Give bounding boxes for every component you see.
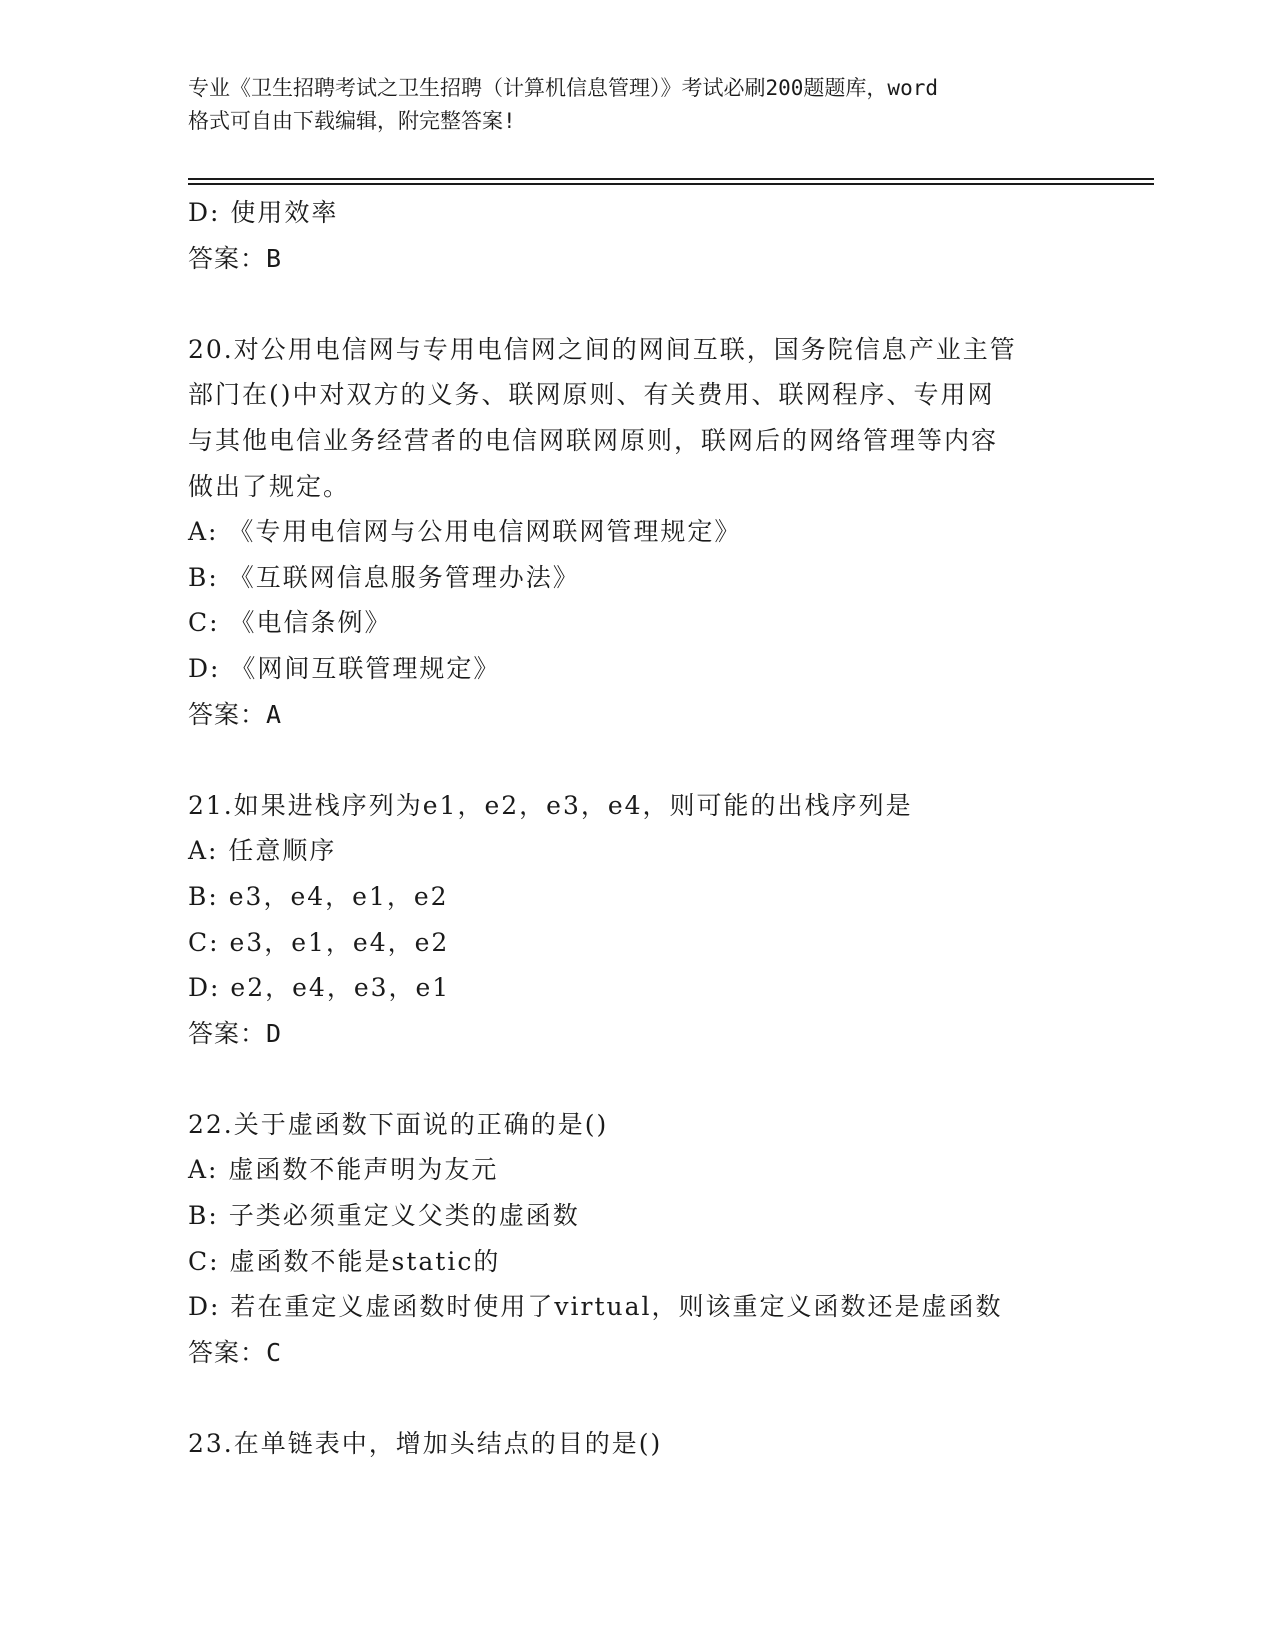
option-b: B: 子类必须重定义父类的虚函数 [188, 1201, 580, 1231]
answer-line: 答案：C [188, 1337, 283, 1367]
question-block-prev [188, 190, 1088, 281]
option-a: A: 《专用电信网与公用电信网联网管理规定》 [188, 517, 742, 547]
spacer [188, 281, 1088, 327]
option-c: C: 《电信条例》 [188, 608, 392, 638]
question-block-21 [188, 783, 1088, 1057]
question-block-22 [188, 1102, 1088, 1376]
question-text-line: 部门在()中对双方的义务、联网原则、有关费用、联网程序、专用网 [188, 380, 995, 410]
question-text [188, 327, 1088, 509]
option-d: D: 《网间互联管理规定》 [188, 653, 501, 683]
option-b: B: 《互联网信息服务管理办法》 [188, 562, 580, 592]
question-text-line: 与其他电信业务经营者的电信网联网原则，联网后的网络管理等内容 [188, 425, 999, 455]
option-d: D: 若在重定义虚函数时使用了virtual，则该重定义函数还是虚函数 [188, 1292, 1003, 1322]
answer-line: 答案：D [188, 1018, 283, 1048]
option-a: A: 虚函数不能声明为友元 [188, 1155, 499, 1185]
question-text-line: 23.在单链表中，增加头结点的目的是() [188, 1429, 663, 1459]
question-text-line: 做出了规定。 [188, 471, 351, 501]
question-block-23 [188, 1421, 1088, 1467]
spacer [188, 1375, 1088, 1421]
question-block-20 [188, 327, 1088, 737]
header-line-1: 专业《卫生招聘考试之卫生招聘（计算机信息管理）》考试必刷200题题库，word [188, 76, 938, 100]
option-c: C: 虚函数不能是static的 [188, 1246, 501, 1276]
option-a: A: 任意顺序 [188, 836, 337, 866]
spacer [188, 737, 1088, 783]
question-text-line: 21.如果进栈序列为e1，e2，e3，e4，则可能的出栈序列是 [188, 790, 913, 820]
option-d: D: e2，e4，e3，e1 [188, 973, 451, 1003]
header-line-2: 格式可自由下载编辑，附完整答案! [188, 109, 516, 133]
question-list [188, 190, 1088, 1467]
header-divider-top [188, 178, 1154, 180]
answer-line: 答案：A [188, 699, 283, 729]
question-text-line: 20.对公用电信网与专用电信网之间的网间互联，国务院信息产业主管 [188, 334, 1017, 364]
document-header [188, 72, 1088, 138]
option-c: C: e3，e1，e4，e2 [188, 927, 450, 957]
answer-line: 答案：B [188, 243, 283, 273]
option-b: B: e3，e4，e1，e2 [188, 881, 449, 911]
spacer [188, 1056, 1088, 1102]
header-divider-bottom [188, 183, 1154, 185]
question-text-line: 22.关于虚函数下面说的正确的是() [188, 1109, 609, 1139]
option-d: D: 使用效率 [188, 198, 339, 227]
